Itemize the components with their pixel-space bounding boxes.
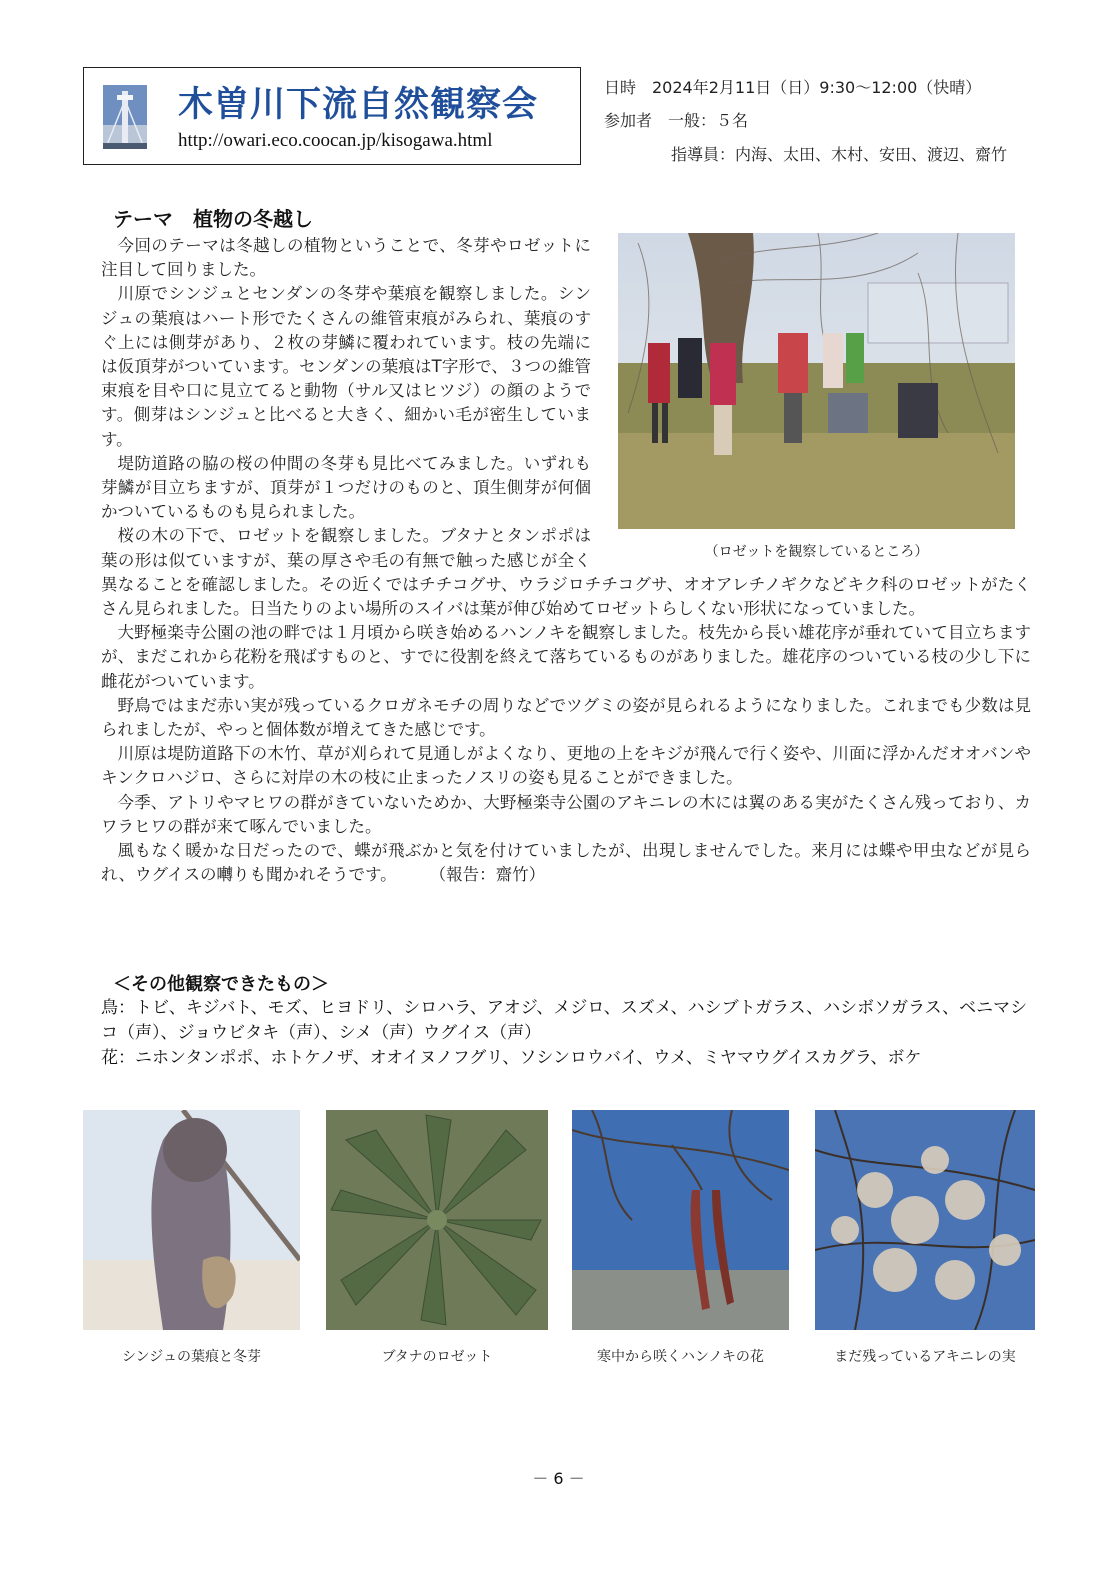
paragraph: 今回のテーマは冬越しの植物ということで、冬芽やロゼットに注目して回りました。 xyxy=(101,236,591,280)
photo-akinire-fruits xyxy=(815,1110,1035,1330)
tower-logo-icon xyxy=(103,85,147,149)
leaders: 指導員：内海、太田、木村、安田、渡辺、齋竹 xyxy=(671,145,1008,164)
photo-butana-rosette xyxy=(326,1110,548,1330)
event-datetime: 日時 2024年2月11日（日）9:30～12:00（快晴） xyxy=(604,78,982,97)
org-url[interactable]: http://owari.eco.coocan.jp/kisogawa.html xyxy=(178,130,493,151)
others-heading: ＜その他観察できたもの＞ xyxy=(113,974,329,995)
paragraph: 堤防道路の脇の桜の仲間の冬芽も見比べてみました。いずれも芽鱗が目立ちますが、頂芽が１つだけのものと、頂生側芽が何個かついているものも見られました。 xyxy=(101,453,591,522)
photo-hannoki-flowers xyxy=(572,1110,789,1330)
paragraph: 風もなく暖かな日だったので、蝶が飛ぶかと気を付けていましたが、出現しませんでした。来月には蝶や甲虫などが見られ、ウグイスの囀りも聞かれそうです。 （報告：齋竹） xyxy=(101,841,1031,885)
theme-heading: テーマ 植物の冬越し xyxy=(113,207,313,231)
paragraph: 野鳥ではまだ赤い実が残っているクロガネモチの周りなどでツグミの姿が見られるようになりました。これまでも少数は見られましたが、やっと個体数が増えてきた感じです。 xyxy=(101,695,1031,740)
org-title: 木曽川下流自然観察会 xyxy=(178,85,539,125)
page-number: － 6 － xyxy=(532,1469,585,1488)
photo-caption: シンジュの葉痕と冬芽 xyxy=(121,1349,262,1365)
paragraph: 今季、アトリやマヒワの群がきていないためか、大野極楽寺公園のアキニレの木には翼のある実がたくさん残っており、カワラヒワの群が来て啄んでいました。 xyxy=(101,792,1031,836)
paragraph: 川原でシンジュとセンダンの冬芽や葉痕を観察しました。シンジュの葉痕はハート形でたくさんの維管束痕がみられ、葉痕のすぐ上には側芽があり、２枚の芽鱗に覆われています。枝の先端には仮頂芽がついています。センダンの葉痕はT字形で、３つの維管束痕を目や口に見立てると動物（サル又はヒツジ）の顔のようです。側芽はシンジュと比べると大きく、細かい毛が密生しています。 xyxy=(101,284,591,449)
photo-caption: ブタナのロゼット xyxy=(381,1349,493,1365)
main-photo-caption: （ロゼットを観察しているところ） xyxy=(704,544,929,560)
paragraph: 桜の木の下で、ロゼットを観察しました。ブタナとタンポポは葉の形は似ていますが、葉の厚さや毛の有無で触った感じが全く異なることを確認しました。その近くではチチコグサ、ウラジロチチコグサ、オオアレチノギクなどキク科のロゼットがたくさん見られました。日当たりのよい場所のスイバは葉が伸び始めてロゼットらしくない形状になっていました。 xyxy=(101,526,1031,619)
photo-shinju-leaf-scar xyxy=(83,1110,300,1330)
article-body xyxy=(101,234,1031,887)
photo-caption: まだ残っているアキニレの実 xyxy=(834,1349,1016,1365)
photo-float-spacer xyxy=(591,234,1031,570)
participants: 参加者 一般：５名 xyxy=(604,111,749,130)
paragraph: 川原は堤防道路下の木竹、草が刈られて見通しがよくなり、更地の上をキジが飛んで行く姿や、川面に浮かんだオオバンやキンクロハジロ、さらに対岸の木の枝に止まったノスリの姿も見ることができました。 xyxy=(101,744,1031,788)
photo-caption: 寒中から咲くハンノキの花 xyxy=(597,1349,764,1365)
birds-list: 鳥：トビ、キジバト、モズ、ヒヨドリ、シロハラ、アオジ、メジロ、スズメ、ハシブトガラス、ハシボソガラス、ベニマシコ（声）、ジョウビタキ（声）、シメ（声）ウグイス（声） xyxy=(101,998,1028,1043)
flowers-list: 花：ニホンタンポポ、ホトケノザ、オオイヌノフグリ、ソシンロウバイ、ウメ、ミヤマウグイスカグラ、ボケ xyxy=(101,1048,922,1068)
paragraph: 大野極楽寺公園の池の畔では１月頃から咲き始めるハンノキを観察しました。枝先から長い雄花序が垂れていて目立ちますが、まだこれから花粉を飛ばすものと、すでに役割を終えて落ちているものがありました。雄花序のついている枝の少し下に雌花がついています。 xyxy=(101,623,1031,691)
